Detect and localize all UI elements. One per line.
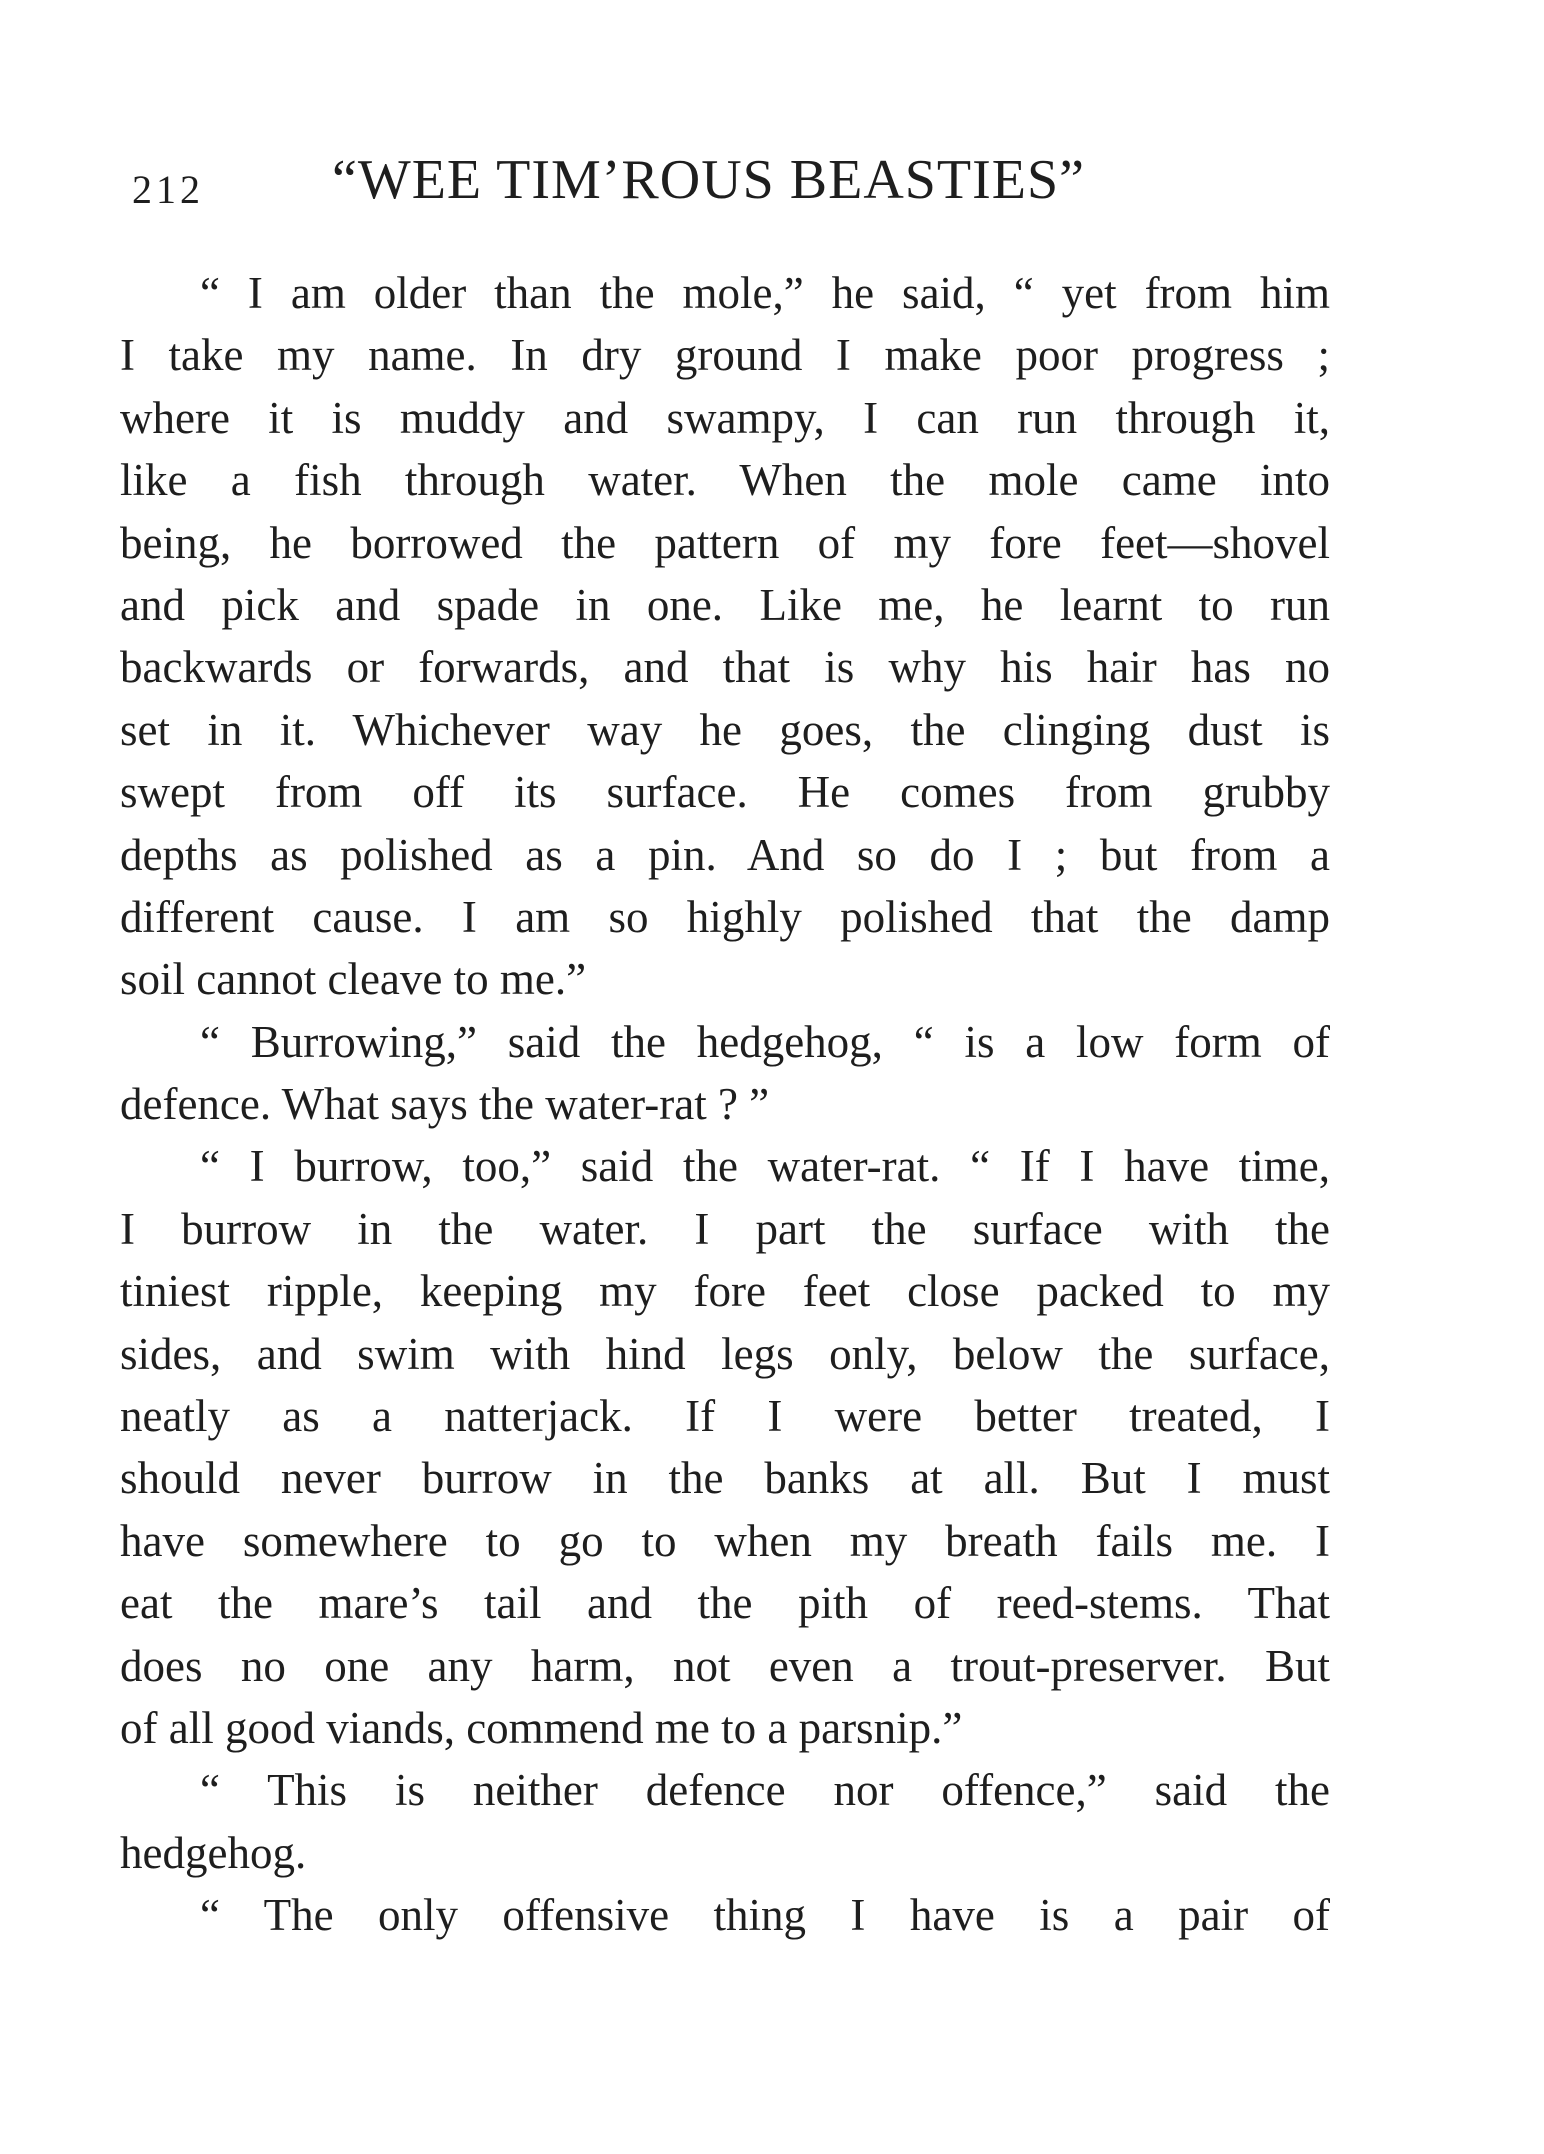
text-line: depths as polished as a pin. And so do I ; but from a: [120, 829, 1330, 880]
text-line: defence. What says the water-rat ? ”: [120, 1079, 770, 1130]
text-line: hedgehog.: [120, 1827, 307, 1878]
text-line: being, he borrowed the pattern of my fore feet—shovel: [120, 517, 1330, 568]
text-line: soil cannot cleave to me.”: [120, 954, 587, 1005]
text-line: like a fish through water. When the mole came into: [120, 455, 1330, 506]
text-line: I take my name. In dry ground I make poor progress ;: [120, 330, 1330, 381]
text-line: different cause. I am so highly polished that the damp: [120, 891, 1330, 942]
running-head: “WEE TIM’ROUS BEASTIES”: [332, 149, 1085, 211]
text-line: I burrow in the water. I part the surface with the: [120, 1203, 1330, 1254]
text-line: set in it. Whichever way he goes, the clinging dust is: [120, 704, 1330, 755]
text-line: eat the mare’s tail and the pith of reed-stems. That: [120, 1578, 1330, 1629]
text-line: of all good viands, commend me to a parsnip.”: [120, 1702, 963, 1753]
text-line: should never burrow in the banks at all. But I must: [120, 1453, 1330, 1504]
text-line: “ I burrow, too,” said the water-rat. “ If I have time,: [200, 1141, 1330, 1192]
text-line: does no one any harm, not even a trout-preserver. But: [120, 1640, 1330, 1691]
text-line: where it is muddy and swampy, I can run through it,: [120, 392, 1330, 443]
text-line: “ This is neither defence nor offence,” said the: [200, 1765, 1330, 1816]
text-line: “ I am older than the mole,” he said, “ yet from him: [200, 268, 1330, 318]
text-line: backwards or forwards, and that is why his hair has no: [120, 642, 1330, 693]
text-line: and pick and spade in one. Like me, he learnt to run: [120, 579, 1330, 630]
text-line: have somewhere to go to when my breath fails me. I: [120, 1515, 1330, 1566]
text-line: swept from off its surface. He comes from grubby: [120, 767, 1330, 818]
text-line: “ Burrowing,” said the hedgehog, “ is a low form of: [200, 1016, 1330, 1067]
text-line: neatly as a natterjack. If I were better treated, I: [120, 1391, 1330, 1442]
text-line: “ The only offensive thing I have is a pair of: [200, 1890, 1330, 1941]
body-text: [120, 262, 1330, 1947]
page-header: [132, 148, 1312, 228]
page-number: 212: [132, 167, 204, 212]
text-line: sides, and swim with hind legs only, below the surface,: [120, 1328, 1330, 1379]
text-line: tiniest ripple, keeping my fore feet close packed to my: [120, 1266, 1330, 1317]
